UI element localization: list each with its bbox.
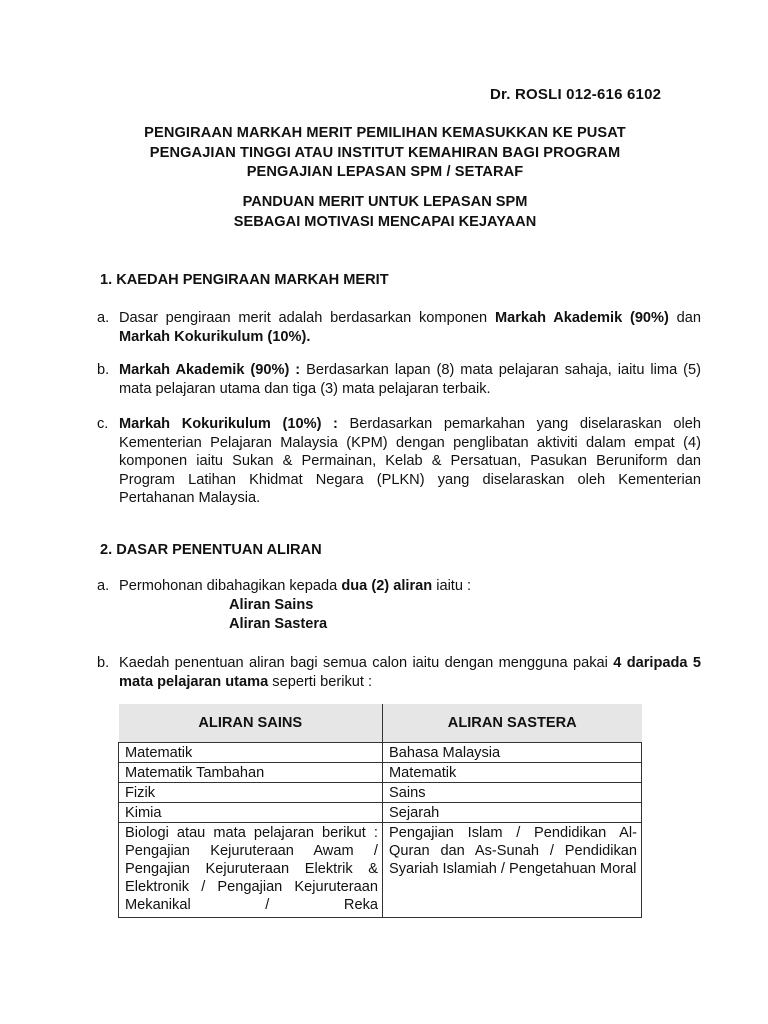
section-2-item-a — [97, 577, 701, 596]
sains-cell: Biologi atau mata pelajaran berikut : Pengajian Kejuruteraan Awam / Pengajian Kejuruteraan Elektrik & Elektronik / Pengajian Kejuruteraan Mekanikal / Reka — [119, 823, 383, 918]
section-2-heading: 2. DASAR PENENTUAN ALIRAN — [100, 542, 322, 558]
bold-run: Markah Akademik (90%) : — [119, 362, 301, 378]
sastera-cell: Sains — [383, 783, 642, 803]
table-header-row — [119, 704, 642, 743]
sains-cell: Fizik — [119, 783, 383, 803]
title-line: PENGAJIAN LEPASAN SPM / SETARAF — [246, 164, 524, 180]
section-2-item-b — [97, 654, 701, 691]
table-row — [119, 743, 642, 763]
bold-run: Markah Akademik (90%) — [494, 310, 669, 326]
title-line: PENGIRAAN MARKAH MERIT PEMILIHAN KEMASUKKAN KE PUSAT — [144, 125, 626, 141]
document-title — [90, 124, 680, 183]
table-row — [119, 783, 642, 803]
stream-subjects-table — [118, 704, 642, 918]
item-label: a. — [97, 578, 110, 594]
title-line: PENGAJIAN TINGGI ATAU INSTITUT KEMAHIRAN BAGI PROGRAM — [149, 144, 621, 161]
sastera-cell: Pengajian Islam / Pendidikan Al-Quran dan As-Sunah / Pendidikan Syariah Islamiah / Pengetahuan Moral — [383, 823, 642, 918]
item-text — [119, 361, 701, 398]
text-run: Kaedah penentuan aliran bagi semua calon iaitu dengan mengguna pakai — [119, 655, 614, 671]
sains-cell: Matematik Tambahan — [119, 763, 383, 783]
header-aliran-sastera: ALIRAN SASTERA — [383, 704, 642, 743]
bold-run: Markah Kokurikulum (10%). — [119, 328, 311, 345]
section-1-item-c — [97, 415, 701, 508]
contact-line: Dr. ROSLI 012-616 6102 — [490, 86, 662, 103]
table-row — [119, 803, 642, 823]
subtitle-line: PANDUAN MERIT UNTUK LEPASAN SPM — [242, 194, 528, 210]
item-label: b. — [97, 362, 110, 378]
sastera-cell: Bahasa Malaysia — [383, 743, 642, 763]
bold-run: Markah Kokurikulum (10%) : — [119, 416, 338, 432]
sains-cell: Kimia — [119, 803, 383, 823]
item-label: a. — [97, 310, 110, 326]
bold-run: dua (2) aliran — [341, 578, 433, 594]
item-text — [119, 577, 701, 596]
subtitle-line: SEBAGAI MOTIVASI MENCAPAI KEJAYAAN — [233, 213, 537, 230]
text-run: Berdasarkan lapan (8) mata pelajaran sahaja, iaitu lima (5) mata pelajaran utama dan tiga (3) mata pelajaran terbaik. — [119, 362, 701, 397]
table-row — [119, 823, 642, 918]
stream-sains: Aliran Sains — [229, 597, 314, 613]
text-run: Permohonan dibahagikan kepada — [119, 578, 342, 594]
sastera-cell: Sejarah — [383, 803, 642, 823]
text-run: seperti berikut : — [268, 673, 373, 690]
item-text — [119, 309, 701, 346]
sastera-cell: Matematik — [383, 763, 642, 783]
text-run: Berdasarkan pemarkahan yang diselaraskan oleh Kementerian Pelajaran Malaysia (KPM) dengan penglibatan aktiviti dalam empat (4) komponen iaitu Sukan & Permainan, Kelab & Persatuan, Pasukan Beruniform dan Program Latihan Khidmat Negara (PLKN) yang diselaraskan oleh Kementerian Pertahanan Malaysia. — [119, 416, 701, 507]
stream-sastera: Aliran Sastera — [229, 616, 328, 632]
item-label: b. — [97, 655, 110, 671]
section-1-item-b — [97, 361, 701, 398]
bold-run: 4 daripada 5 mata pelajaran utama — [119, 655, 701, 690]
item-text — [119, 654, 701, 691]
text-run: dan — [668, 310, 701, 326]
header-aliran-sains: ALIRAN SAINS — [119, 704, 383, 743]
section-1-item-a — [97, 309, 701, 346]
table-row — [119, 763, 642, 783]
document-subtitle — [90, 193, 680, 232]
section-1-heading: 1. KAEDAH PENGIRAAN MARKAH MERIT — [100, 272, 389, 288]
text-run: iaitu : — [432, 578, 472, 594]
text-run: Dasar pengiraan merit adalah berdasarkan komponen — [119, 310, 495, 326]
item-label: c. — [97, 416, 109, 432]
item-text — [119, 415, 701, 508]
sains-cell: Matematik — [119, 743, 383, 763]
